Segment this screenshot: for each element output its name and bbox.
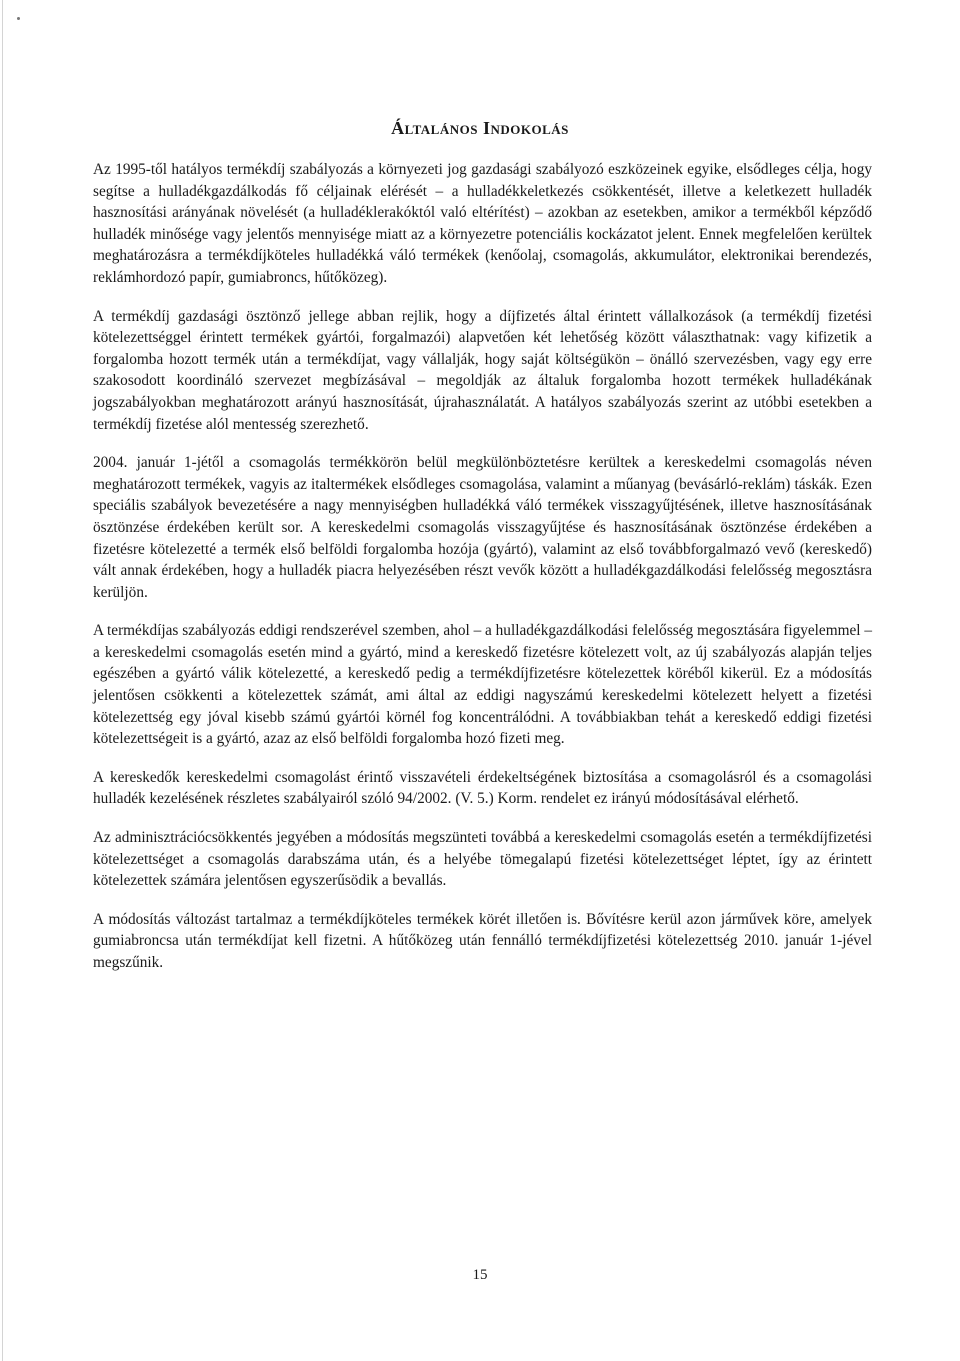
scan-left-border [2,0,3,1361]
paragraph-4: A termékdíjas szabályozás eddigi rendszerével szemben, ahol – a hulladékgazdálkodási felelősség megosztására figyelemmel – a kereskedelmi csomagolás esetén mind a gyártó, mind a kereskedő fizetésre kötelezett volt, az új szabályozás alapján teljes egészében a gyártó válik kötelezetté, a kereskedő pedig a termékdíjfizetésre kötelezettek köréből kikerül. Ez a módosítás jelentősen csökkenti a kötelezettek számát, ami által az eddigi nagyszámú kereskedelmi kötelezett helyett a fizetési kötelezettség egy jóval kisebb számú gyártói körnél fog koncentrálódni. A továbbiakban tehát a kereskedő eddigi fizetési kötelezettségeit is a gyártó, azaz az első belföldi forgalomba hozó fizeti meg. [93,622,872,748]
paragraph-1: Az 1995-től hatályos termékdíj szabályozás a környezeti jog gazdasági szabályozó eszközeinek egyike, elsődleges célja, hogy segítse a hulladékgazdálkodás fő céljainak elérését – a hulladékkeletkezés csökkentését, illetve a keletkezett hulladék hasznosítási arányának növelését (a hulladéklerakóktól való eltérítést) – azokban az esetekben, amikor a termékből képződő hulladék minősége vagy jelentős mennyisége miatt az a környezetre potenciális kockázatot jelent. Ennek megfelelően kerültek meghatározásra a termékdíjköteles hulladékká váló termékek (kenőolaj, csomagolás, akkumulátor, elektronikai berendezés, reklámhordozó papír, gumiabroncs, hűtőközeg). [93,161,872,286]
document-body [93,159,872,991]
scan-speck [17,17,20,20]
paragraph-5: A kereskedők kereskedelmi csomagolást érintő visszavételi érdekeltségének biztosítása a csomagolásról és a csomagolási hulladék kezelésének részletes szabályairól szóló 94/2002. (V. 5.) Korm. rendelet ez irányú módosításával elérhető. [93,768,872,808]
page-number: 15 [472,1267,488,1283]
paragraph-3: 2004. január 1-jétől a csomagolás termékkörön belül megkülönböztetésre kerültek a kereskedelmi csomagolás néven meghatározott termékek, vagyis az italtermékek elsődleges csomagolása, valamint a műanyag (bevásárló-reklám) táskák. Ezen speciális szabályok bevezetésére a nagy mennyiségben hulladékká váló termékek visszagyűjtésének, illetve hasznosításának ösztönzése érdekében került sor. A kereskedelmi csomagolás visszagyűjtése és hasznosításának ösztönzése érdekében a fizetésre kötelezetté a termék első belföldi forgalomba hozója (gyártó), valamint az első továbbforgalmazó vevő (kereskedő) vált annak érdekében, hogy a hulladék piacra helyezésében részt vevők között a hulladékgazdálkodási felelősség megosztásra kerüljön. [93,454,872,601]
paragraph-2: A termékdíj gazdasági ösztönző jellege abban rejlik, hogy a díjfizetés által érintett vállalkozások (a termékdíj fizetési kötelezettséggel érintett termékek gyártói, forgalmazói) alapvetően két lehetőség között választhatnak: vagy kifizetik a forgalomba hozott termék után a termékdíjat, vagy vállalják, hogy saját költségükön – önálló szervezésben, vagy egy erre szakosodott koordináló szervezet megbízásával – megoldják az általuk forgalomba hozott termékek hulladékának jogszabályokban meghatározott arányú hasznosítását, újrahasználatát. A hatályos szabályozás szerint az utóbbi esetekben a termékdíj fizetése alól mentesség szerezhető. [93,307,872,433]
page-title: Általános Indokolás [391,118,569,138]
paragraph-6: Az adminisztrációcsökkentés jegyében a módosítás megszünteti továbbá a kereskedelmi csomagolás esetén a termékdíjfizetési kötelezettséget a csomagolás darabszáma után, és a helyébe tömegalapú fizetési kötelezettséget léptet, így az érintett kötelezettek számára jelentősen egyszerűsödik a bevallás. [93,829,872,890]
paragraph-7: A módosítás változást tartalmaz a termékdíjköteles termékek körét illetően is. Bővítésre kerül azon járművek köre, amelyek gumiabroncsa után termékdíjat kell fizetni. A hűtőközeg után fennálló termékdíjfizetési kötelezettség 2010. január 1-jével megszűnik. [93,910,872,971]
